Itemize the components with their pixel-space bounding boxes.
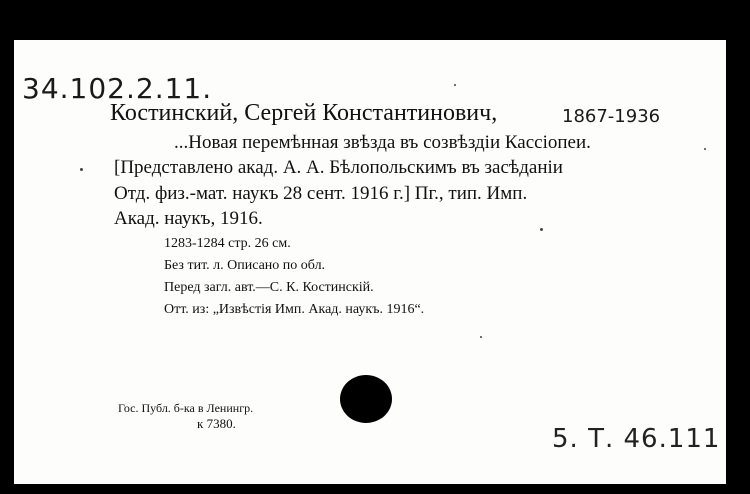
presented-line: [Представлено акад. А. А. Бѣлопольскимъ въ засѣданіи [114,157,563,178]
department-line: Отд. физ.-мат. наукъ 28 сент. 1916 г.] Пг., тип. Имп. [114,183,528,204]
catalog-card [14,40,726,484]
note-author: Перед загл. авт.—С. К. Костинскій. [164,280,374,295]
author-heading: Костинский, Сергей Константинович, [110,100,498,126]
accession-number: к 7380. [197,416,236,431]
publisher-line: Акад. наукъ, 1916. [114,208,263,229]
note-offprint: Отт. из: „Извѣстія Имп. Акад. наукъ. 1916“. [164,302,425,317]
note-pages: 1283-1284 стр. 26 см. [164,236,291,251]
call-number: 34.102.2.11. [22,72,213,105]
punch-hole [340,375,392,423]
speck [480,336,482,338]
speck [80,168,83,171]
speck [704,148,706,150]
life-years: 1867-1936 [562,106,661,127]
speck [454,84,456,86]
speck [540,228,543,231]
library-line: Гос. Публ. б-ка в Ленингр. [118,401,254,415]
title-line: ...Новая перемѣнная звѣзда въ созвѣздіи Кассіопеи. [174,132,591,153]
shelf-stamp: 5. Т. 46.111 [552,424,721,454]
note-description: Без тит. л. Описано по обл. [164,258,326,273]
